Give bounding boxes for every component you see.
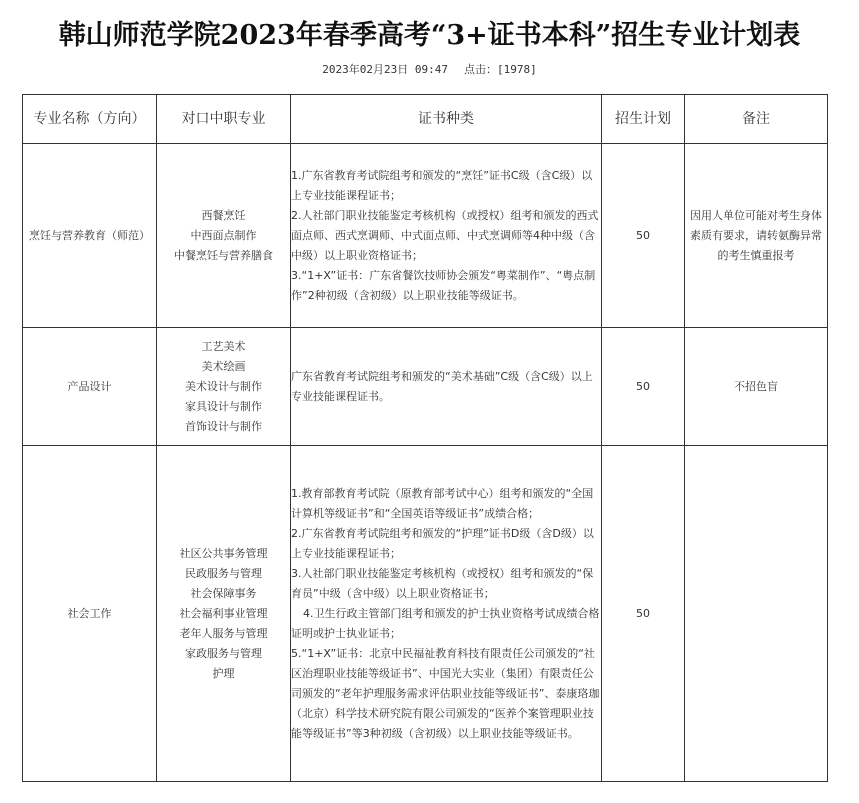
remark-cell: 因用人单位可能对考生身体素质有要求，请转氨酶异常的考生慎重报考 xyxy=(685,144,828,328)
program-item: 工艺美术 xyxy=(201,339,246,353)
certificate-item: 3.“1+X”证书：广东省餐饮技师协会颁发“粤菜制作”、“粤点制作”2种初级（含初级）以上职业技能等级证书。 xyxy=(291,268,596,302)
header-major: 专业名称（方向） xyxy=(23,95,157,144)
program-item: 中西面点制作 xyxy=(190,228,257,242)
program-item: 民政服务与管理 xyxy=(185,566,262,580)
program-item: 中餐烹饪与营养膳食 xyxy=(174,248,273,262)
certificate-item: 5.“1+X”证书：北京中民福祉教育科技有限责任公司颁发的“社区治理职业技能等级证书”、中国光大实业（集团）有限责任公司颁发的“老年护理服务需求评估职业技能等级证书”、泰康珞珈（北京）科学技术研究院有限公司颁发的“医养个案管理职业技能等级证书”等3种初级（含初级）以上职业技能等级证书。 xyxy=(291,646,600,740)
certificate-item: 4.卫生行政主管部门组考和颁发的护士执业资格考试成绩合格证明或护士执业证书； xyxy=(291,606,600,640)
certificate-item: 1.广东省教育考试院组考和颁发的“烹饪”证书C级（含C级）以上专业技能课程证书； xyxy=(291,168,593,202)
view-count: 点击：[1978] xyxy=(463,63,537,76)
table-row xyxy=(23,446,828,782)
certificates-cell xyxy=(291,446,602,782)
remark-cell xyxy=(685,446,828,782)
program-item: 首饰设计与制作 xyxy=(185,419,262,433)
remark-cell: 不招色盲 xyxy=(685,328,828,446)
program-item: 家政服务与管理 xyxy=(185,646,262,660)
table-row xyxy=(23,328,828,446)
header-programs: 对口中职专业 xyxy=(157,95,291,144)
certificates-cell xyxy=(291,144,602,328)
quota-cell: 50 xyxy=(602,328,685,446)
program-item: 西餐烹饪 xyxy=(201,208,246,222)
programs-cell xyxy=(157,144,291,328)
enrollment-plan-table xyxy=(22,94,828,782)
table-row xyxy=(23,144,828,328)
header-remark: 备注 xyxy=(685,95,828,144)
program-item: 家具设计与制作 xyxy=(185,399,262,413)
programs-cell xyxy=(157,446,291,782)
major-cell: 烹饪与营养教育（师范） xyxy=(23,144,157,328)
program-item: 护理 xyxy=(212,666,235,680)
certificates-cell xyxy=(291,328,602,446)
program-item: 社会保障事务 xyxy=(190,586,257,600)
program-item: 社会福利事业管理 xyxy=(179,606,268,620)
program-item: 老年人服务与管理 xyxy=(179,626,268,640)
quota-cell: 50 xyxy=(602,144,685,328)
program-item: 美术设计与制作 xyxy=(185,379,262,393)
program-item: 美术绘画 xyxy=(201,359,246,373)
certificate-item: 3.人社部门职业技能鉴定考核机构（或授权）组考和颁发的“保育员”中级（含中级）以上职业资格证书； xyxy=(291,566,594,600)
publish-meta xyxy=(0,62,859,78)
certificate-item: 1.教育部教育考试院（原教育部考试中心）组考和颁发的“全国计算机等级证书”和“全国英语等级证书”成绩合格； xyxy=(291,486,594,520)
major-cell: 社会工作 xyxy=(23,446,157,782)
page-title: 韩山师范学院2023年春季高考“3+证书本科”招生专业计划表 xyxy=(58,20,801,51)
header-certificates: 证书种类 xyxy=(291,95,602,144)
certificate-item: 2.人社部门职业技能鉴定考核机构（或授权）组考和颁发的西式面点师、西式烹调师、中式面点师、中式烹调师等4种中级（含中级）以上职业资格证书； xyxy=(291,208,599,262)
publish-date: 2023年02月23日 09:47 xyxy=(322,63,448,76)
certificate-item: 广东省教育考试院组考和颁发的“美术基础”C级（含C级）以上专业技能课程证书。 xyxy=(291,369,593,403)
major-cell: 产品设计 xyxy=(23,328,157,446)
quota-cell: 50 xyxy=(602,446,685,782)
certificate-item: 2.广东省教育考试院组考和颁发的“护理”证书D级（含D级）以上专业技能课程证书； xyxy=(291,526,594,560)
program-item: 社区公共事务管理 xyxy=(179,546,268,560)
table-header-row xyxy=(23,95,828,144)
programs-cell xyxy=(157,328,291,446)
header-quota: 招生计划 xyxy=(602,95,685,144)
